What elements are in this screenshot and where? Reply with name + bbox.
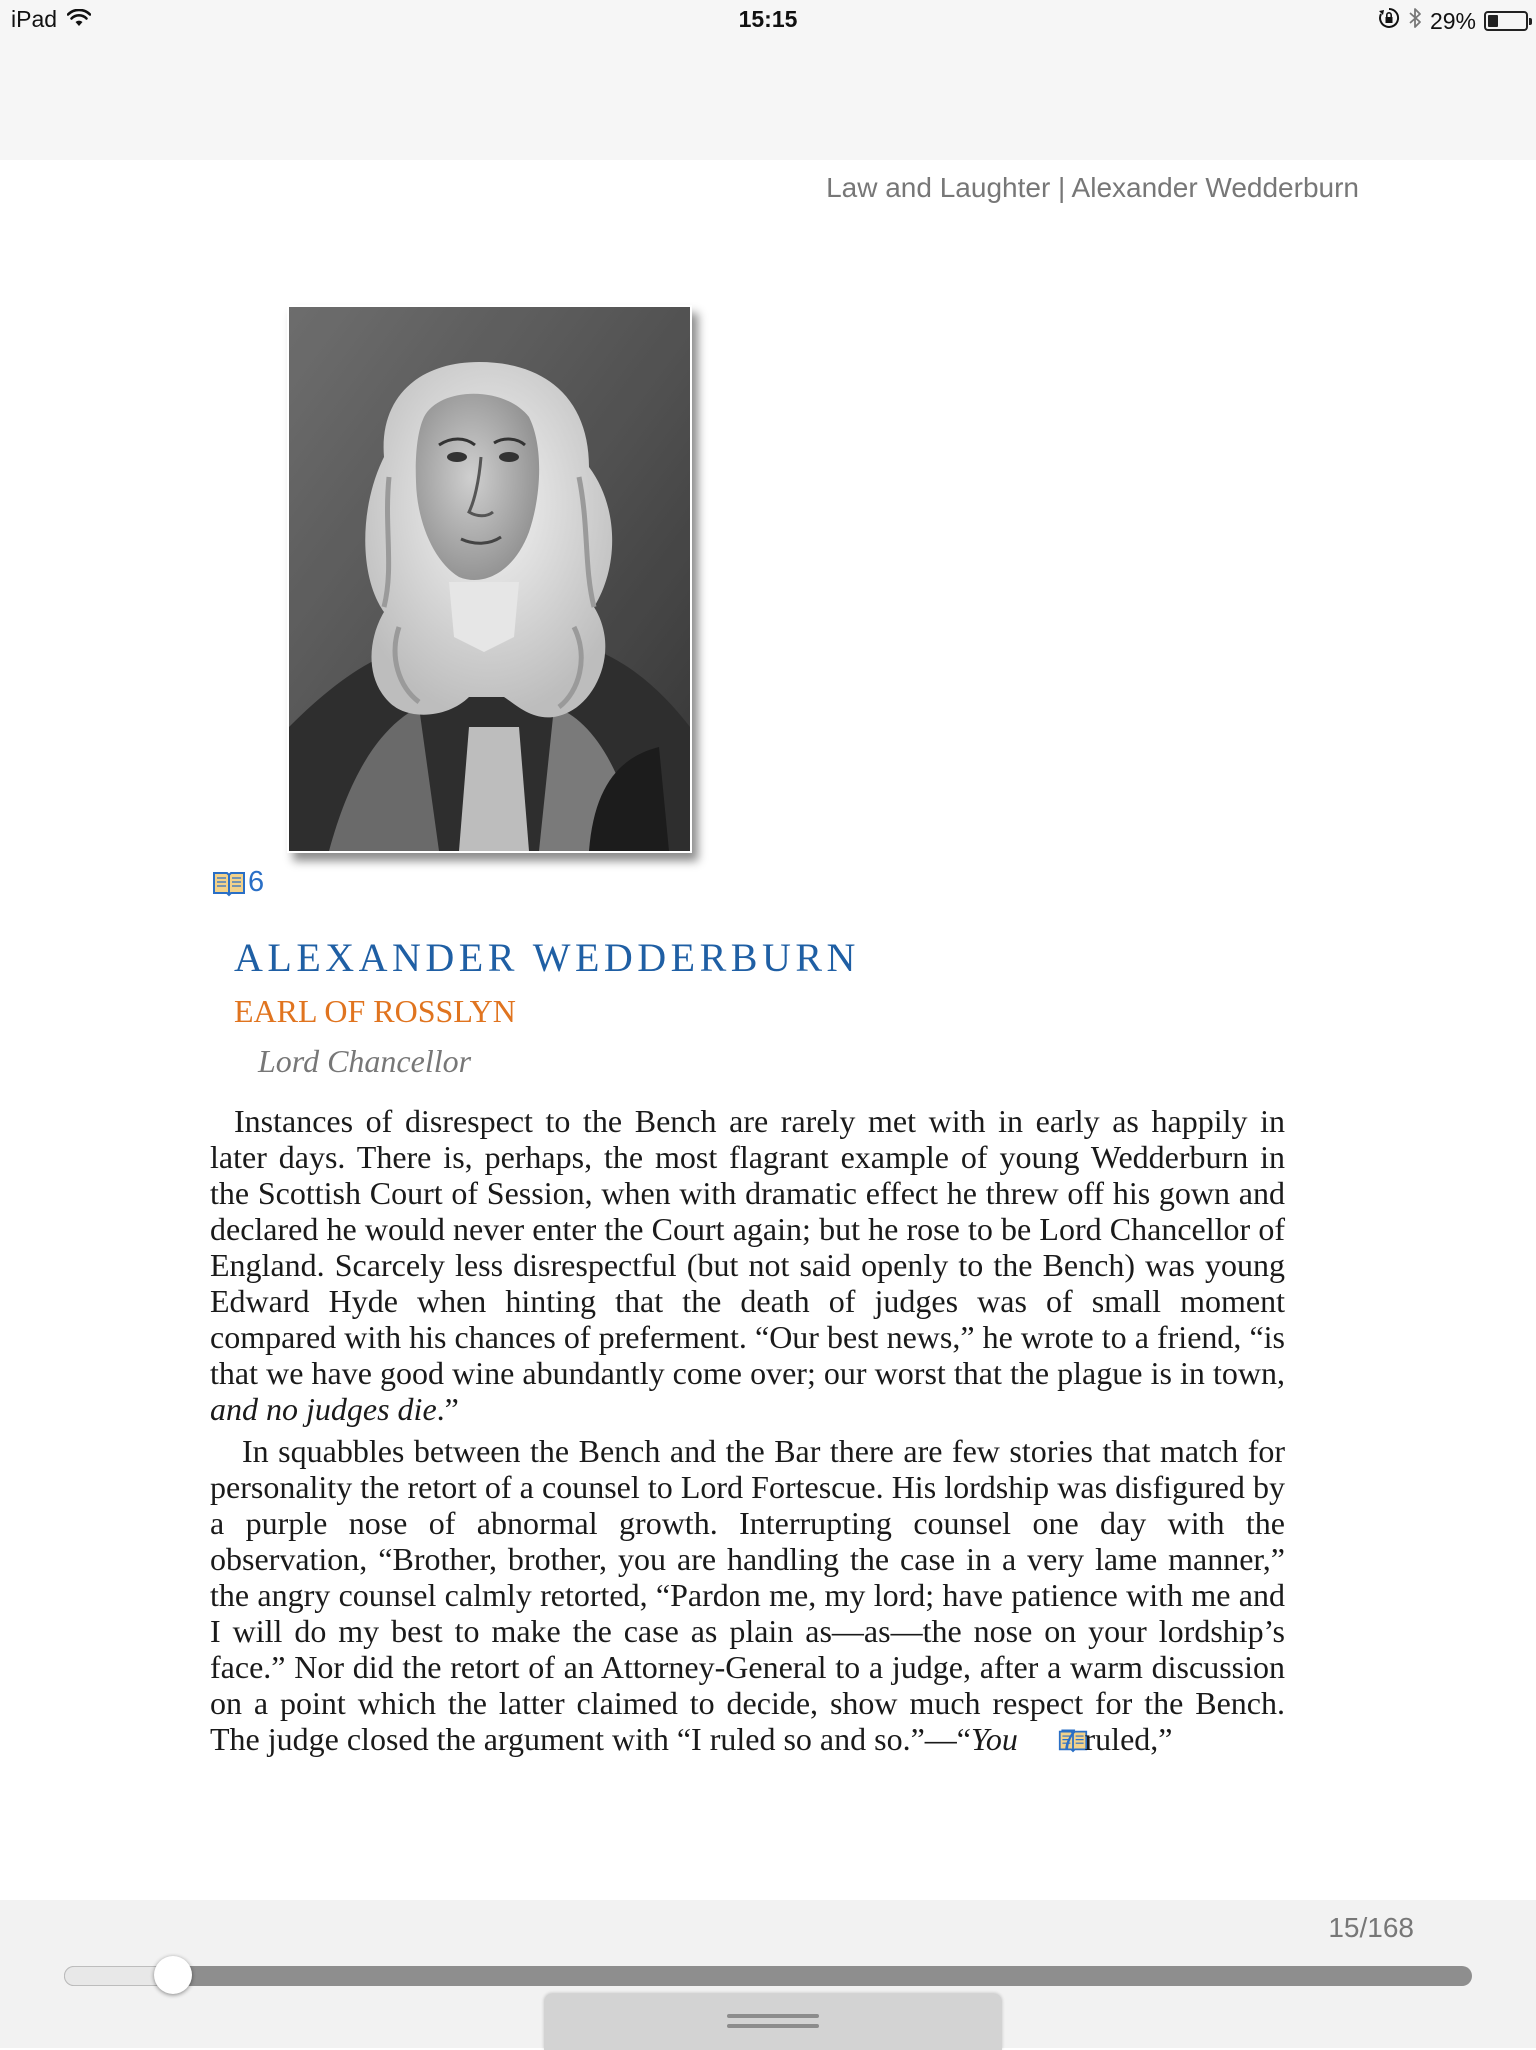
status-left [11, 6, 91, 33]
body-text [210, 1103, 1285, 1765]
clock: 15:15 [738, 6, 798, 32]
orientation-lock-icon [1378, 7, 1400, 35]
page-marker-7[interactable] [1026, 1724, 1077, 1757]
toolbar-pull-tab[interactable] [544, 1994, 1002, 2050]
portrait-engraving [289, 307, 690, 851]
portrait-image[interactable] [287, 305, 692, 853]
paragraph-1-end: .” [436, 1391, 459, 1427]
book-marker-icon [1026, 1723, 1060, 1751]
paragraph-2-italic: You [970, 1721, 1018, 1757]
chapter-role: Lord Chancellor [258, 1043, 472, 1079]
bluetooth-icon [1408, 6, 1422, 36]
page-count: 15/168 [1328, 1912, 1414, 1943]
page-marker-6[interactable] [212, 866, 264, 899]
paragraph-2-text: In squabbles between the Bench and the Bar there are few stories that match for personality the retort of a counsel to Lord Fortescue. His lordship was disfigured by a purple nose of abnormal growth. Interrupting counsel one day with the observation, “Brother, brother, you are handling the case in a very lame manner,” the angry counsel calmly retorted, “Pardon me, my lord; have patience with me and I will do my best to make the case as plain as—as—the nose on your lordship’s face.” Nor did the retort of an Attorney-General to a judge, after a warm discussion on a point which the latter claimed to decide, show much respect for the Bench. The judge closed the argument with “I ruled so and so.”—“ [210, 1433, 1285, 1757]
page-marker-label: 7 [1059, 1724, 1077, 1757]
paragraph-1 [210, 1103, 1285, 1427]
device-name: iPad [11, 6, 58, 32]
page-marker-label: 6 [248, 866, 265, 898]
battery-level [1488, 15, 1498, 27]
status-bar [0, 0, 1536, 160]
battery-percent: 29% [1429, 7, 1476, 34]
status-right [1378, 6, 1528, 36]
page-scrubber[interactable] [64, 1966, 1472, 1986]
grab-handle-icon [727, 2014, 819, 2034]
battery-icon [1484, 11, 1528, 31]
book-marker-icon [212, 869, 246, 897]
paragraph-2-end: ruled,” [1076, 1721, 1173, 1757]
paragraph-1-text: Instances of disrespect to the Bench are rarely met with in early as happily in later days. There is, perhaps, the most flagrant example of young Wedderburn in the Scottish Court of Session, when with dramatic effect he threw off his gown and declared he would never enter the Court again; but he rose to be Lord Chancellor of England. Scarcely less disrespectful (but not said openly to the Bench) was young Edward Hyde when hinting that the death of judges was of small moment compared with his chances of preferment. “Our best news,” he wrote to a friend, “is that we have good wine abundantly come over; our worst that the plague is in town, [210, 1103, 1285, 1391]
running-head: Law and Laughter | Alexander Wedderburn [826, 172, 1359, 203]
chapter-title: ALEXANDER WEDDERBURN [234, 935, 860, 980]
scrubber-thumb[interactable] [154, 1956, 192, 1994]
wifi-icon [67, 6, 91, 33]
paragraph-1-italic: and no judges die [210, 1391, 437, 1427]
paragraph-2 [210, 1433, 1285, 1759]
chapter-subtitle: EARL OF ROSSLYN [234, 993, 516, 1029]
